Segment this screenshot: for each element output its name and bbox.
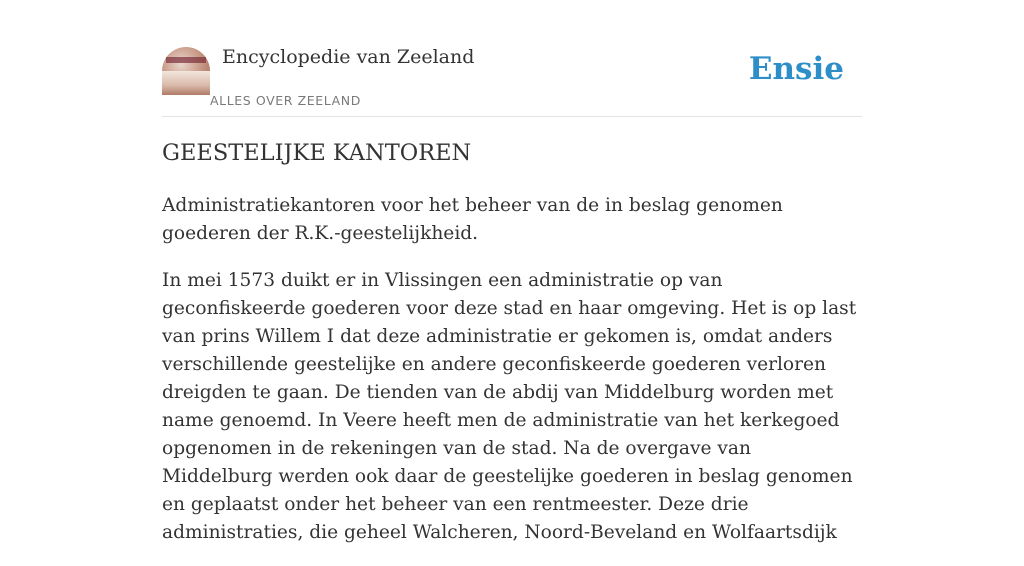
site-title-link[interactable]: Encyclopedie van Zeeland	[222, 46, 475, 68]
site-avatar-icon[interactable]	[162, 47, 210, 95]
ensie-brand-logo[interactable]: Ensie	[748, 51, 844, 87]
article-paragraph-history: In mei 1573 duikt er in Vlissingen een administratie op van geconfiskeerde goederen voor deze stad en haar omgeving. Het is op last van prins Willem I dat deze administratie er gekomen is, omdat anders verschillende geestelijke en andere geconfiskeerde goederen verloren dreigden te gaan. De tienden van de abdij van Middelburg worden met name genoemd. In Veere heeft men de administratie van het kerkegoed opgenomen in de rekeningen van de stad. Na de overgave van Middelburg werden ook daar de geestelijke goederen in beslag genomen en geplaatst onder het beheer van een rentmeester. Deze drie administraties, die geheel Walcheren, Noord-Beveland en Wolfaartsdijk	[162, 270, 857, 543]
avatar-book-band	[166, 57, 206, 63]
site-subtitle: ALLES OVER ZEELAND	[210, 93, 361, 108]
site-header	[162, 44, 862, 117]
article-paragraph-definition: Administratiekantoren voor het beheer van de in beslag genomen goederen der R.K.-geestelijkheid.	[162, 195, 783, 244]
avatar-book-pages	[162, 71, 210, 95]
article-title: GEESTELIJKE KANTOREN	[162, 140, 472, 166]
article-body	[162, 192, 862, 566]
